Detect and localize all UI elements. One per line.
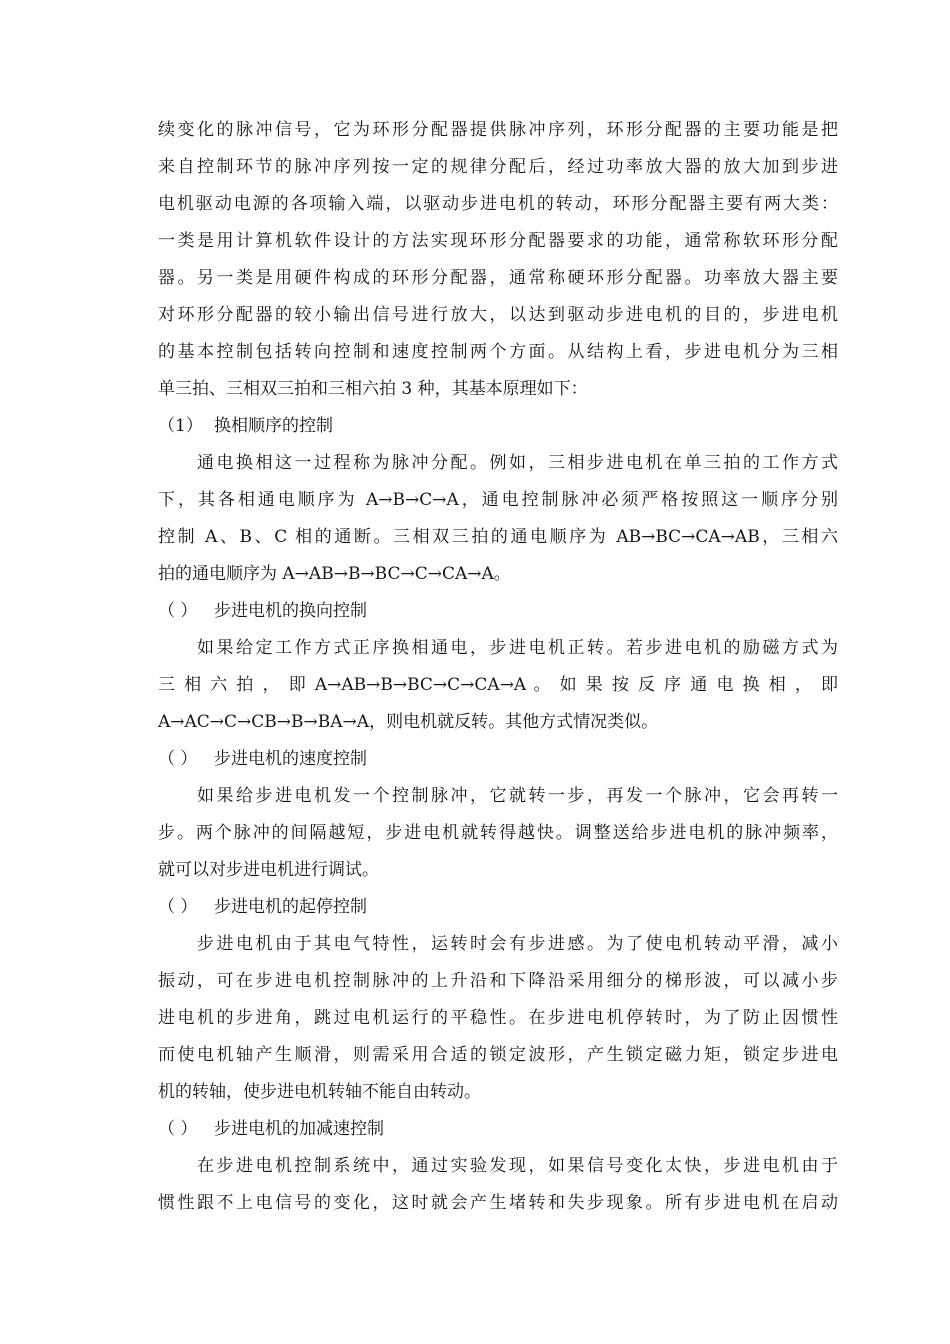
section-heading — [158, 895, 367, 919]
section-title: 步进电机的起停控制 — [214, 897, 367, 917]
paragraph-line: 控制 A、B、C 相的通断。三相双三拍的通电顺序为 AB→BC→CA→AB，三相六 — [158, 527, 838, 547]
section-number: （1） — [158, 416, 203, 436]
paragraph-line: 如果给步进电机发一个控制脉冲，它就转一步，再发一个脉冲，它会再转一 — [197, 786, 838, 806]
paragraph-line: 三 相 六 拍 ， 即 A→AB→B→BC→C→CA→A 。 如 果 按 反 序 通 电 换 相 ， 即 — [158, 675, 838, 695]
paragraph-line: 惯性跟不上电信号的变化，这时就会产生堵转和失步现象。所有步进电机在启动 — [158, 1193, 838, 1213]
paragraph-line: 对环形分配器的较小输出信号进行放大，以达到驱动步进电机的目的，步进电机 — [158, 305, 838, 325]
paragraph-line: 如果给定工作方式正序换相通电，步进电机正转。若步进电机的励磁方式为 — [197, 638, 838, 658]
paragraph-line: 在步进电机控制系统中，通过实验发现，如果信号变化太快，步进电机由于 — [197, 1156, 838, 1176]
paragraph-line: 拍的通电顺序为 A→AB→B→BC→C→CA→A。 — [158, 564, 511, 584]
paragraph-line: 振动，可在步进电机控制脉冲的上升沿和下降沿采用细分的梯形波，可以减小步 — [158, 971, 838, 991]
paragraph-line: A→AC→C→CB→B→BA→A，则电机就反转。其他方式情况类似。 — [158, 712, 659, 732]
section-title: 步进电机的换向控制 — [214, 601, 367, 621]
section-number: （ ） — [158, 749, 198, 769]
paragraph-line: 步进电机由于其电气特性，运转时会有步进感。为了使电机转动平滑，减小 — [197, 934, 838, 954]
section-title: 步进电机的速度控制 — [214, 749, 367, 769]
paragraph-line: 单三拍、三相双三拍和三相六拍 3 种，其基本原理如下： — [158, 379, 588, 399]
section-heading — [158, 599, 367, 623]
section-title: 换相顺序的控制 — [214, 416, 333, 436]
paragraph-line: 而使电机轴产生顺滑，则需采用合适的锁定波形，产生锁定磁力矩，锁定步进电 — [158, 1045, 838, 1065]
paragraph-line: 下，其各相通电顺序为 A→B→C→A，通电控制脉冲必须严格按照这一顺序分别 — [158, 490, 838, 510]
paragraph-line: 器。另一类是用硬件构成的环形分配器，通常称硬环形分配器。功率放大器主要 — [158, 268, 838, 288]
paragraph-line: 一类是用计算机软件设计的方法实现环形分配器要求的功能，通常称软环形分配 — [158, 231, 838, 251]
paragraph-line: 通电换相这一过程称为脉冲分配。例如，三相步进电机在单三拍的工作方式 — [197, 453, 838, 473]
section-number: （ ） — [158, 601, 198, 621]
section-heading — [158, 1117, 384, 1141]
paragraph-line: 电机驱动电源的各项输入端，以驱动步进电机的转动，环形分配器主要有两大类： — [158, 194, 838, 214]
paragraph-line: 机的转轴，使步进电机转轴不能自由转动。 — [158, 1082, 481, 1102]
section-heading — [158, 747, 367, 771]
paragraph-line: 的基本控制包括转向控制和速度控制两个方面。从结构上看，步进电机分为三相 — [158, 342, 838, 362]
paragraph-line: 步。两个脉冲的间隔越短，步进电机就转得越快。调整送给步进电机的脉冲频率， — [158, 823, 838, 843]
section-heading — [158, 414, 333, 438]
section-number: （ ） — [158, 1119, 198, 1139]
paragraph-line: 就可以对步进电机进行调试。 — [158, 860, 379, 880]
paragraph-line: 来自控制环节的脉冲序列按一定的规律分配后，经过功率放大器的放大加到步进 — [158, 157, 838, 177]
section-number: （ ） — [158, 897, 198, 917]
paragraph-line: 续变化的脉冲信号，它为环形分配器提供脉冲序列，环形分配器的主要功能是把 — [158, 120, 838, 140]
paragraph-line: 进电机的步进角，跳过电机运行的平稳性。在步进电机停转时，为了防止因惯性 — [158, 1008, 838, 1028]
section-title: 步进电机的加减速控制 — [214, 1119, 384, 1139]
